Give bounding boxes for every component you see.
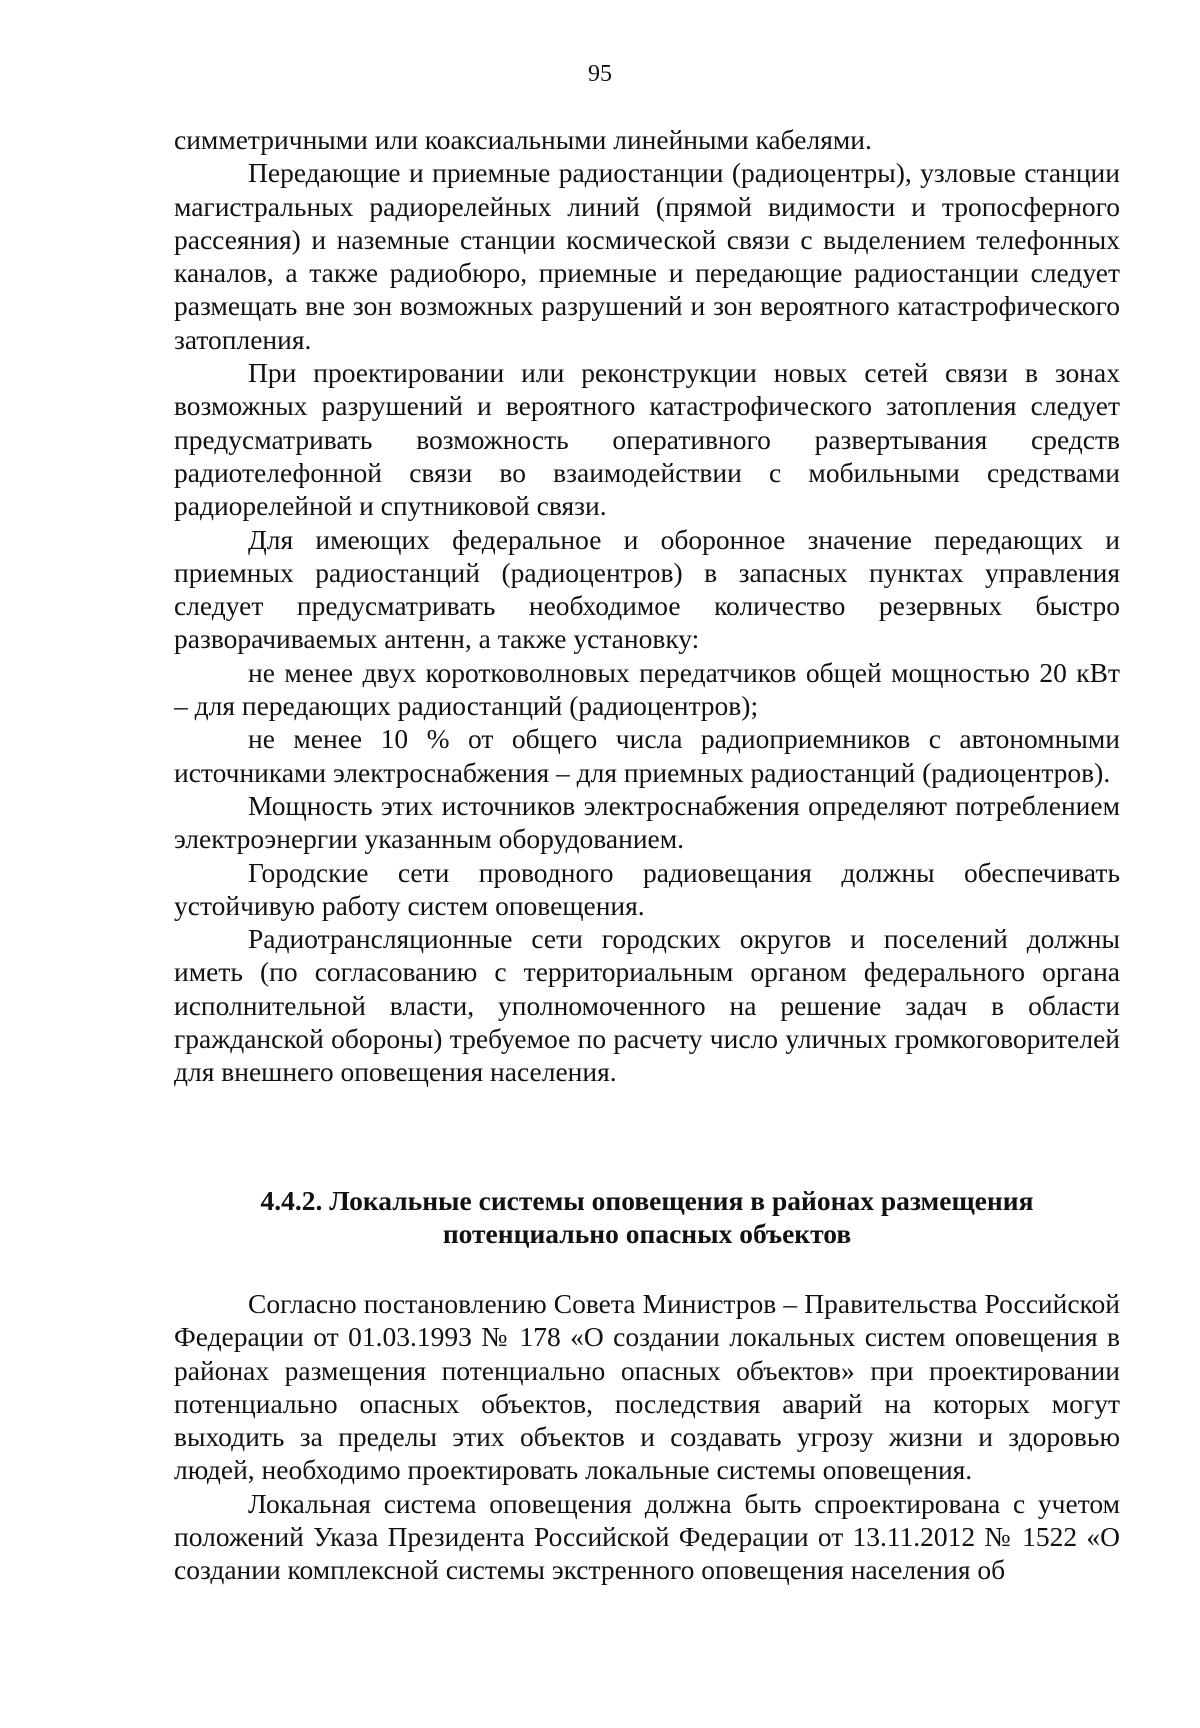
body-text-bottom bbox=[174, 1287, 1120, 1587]
paragraph-network-design: При проектировании или реконструкции новых сетей связи в зонах возможных разрушений и вероятного катастрофического затопления следует предусматривать возможность оперативного развертывания средств радиотелефонной связи во взаимодействии с мобильными средствами радиорелейной и спутниковой связи. bbox=[174, 357, 1120, 522]
paragraph-decree-1522: Локальная система оповещения должна быть спроектирована с учетом положений Указа Президента Российской Федерации от 13.11.2012 № 1522 «О создании комплексной системы экстренного оповещения населения об bbox=[174, 1487, 1120, 1586]
paragraph-resolution-178: Согласно постановлению Совета Министров – Правительства Российской Федерации от 01.03.1993 № 178 «О создании локальных систем оповещения в районах размещения потенциально опасных объектов» при проектировании потенциально опасных объектов, последствия аварий на которых могут выходить за пределы этих объектов и создавать угрозу жизни и здоровью людей, необходимо проектировать локальные системы оповещения. bbox=[174, 1288, 1120, 1486]
section-heading bbox=[174, 1184, 1120, 1251]
paragraph-radio-stations: Передающие и приемные радиостанции (радиоцентры), узловые станции магистральных радиорелейных линий (прямой видимости и тропосферного рассеяния) и наземные станции космической связи с выделением телефонных каналов, а также радиобюро, приемные и передающие радиостанции следует размещать вне зон возможных разрушений и зон вероятного катастрофического затопления. bbox=[174, 157, 1120, 355]
section-heading-line2: потенциально опасных объектов bbox=[442, 1218, 852, 1250]
page-number: 95 bbox=[588, 61, 612, 87]
paragraph-transmitters: не менее двух коротковолновых передатчиков общей мощностью 20 кВт – для передающих радиостанций (радиоцентров); bbox=[174, 656, 1120, 722]
body-text-top bbox=[174, 123, 1120, 1089]
section-heading-line1: 4.4.2. Локальные системы оповещения в районах размещения bbox=[260, 1185, 1034, 1216]
paragraph-wired-broadcast: Городские сети проводного радиовещания должны обеспечивать устойчивую работу систем оповещения. bbox=[174, 856, 1120, 921]
paragraph-continuation: симметричными или коаксиальными линейными кабелями. bbox=[174, 124, 872, 155]
paragraph-loudspeakers: Радиотрансляционные сети городских округов и поселений должны иметь (по согласованию с территориальным органом федерального органа исполнительной власти, уполномоченного на решение задач в области гражданской обороны) требуемое по расчету число уличных громкоговорителей для внешнего оповещения населения. bbox=[174, 923, 1120, 1088]
paragraph-power-sources: Мощность этих источников электроснабжения определяют потреблением электроэнергии указанным оборудованием. bbox=[174, 789, 1120, 855]
paragraph-federal-stations: Для имеющих федеральное и оборонное значение передающих и приемных радиостанций (радиоцентров) в запасных пунктах управления следует предусматривать необходимое количество резервных быстро разворачиваемых антенн, а также установку: bbox=[174, 523, 1120, 655]
paragraph-receivers: не менее 10 % от общего числа радиоприемников с автономными источниками электроснабжения – для приемных радиостанций (радиоцентров). bbox=[174, 723, 1120, 788]
